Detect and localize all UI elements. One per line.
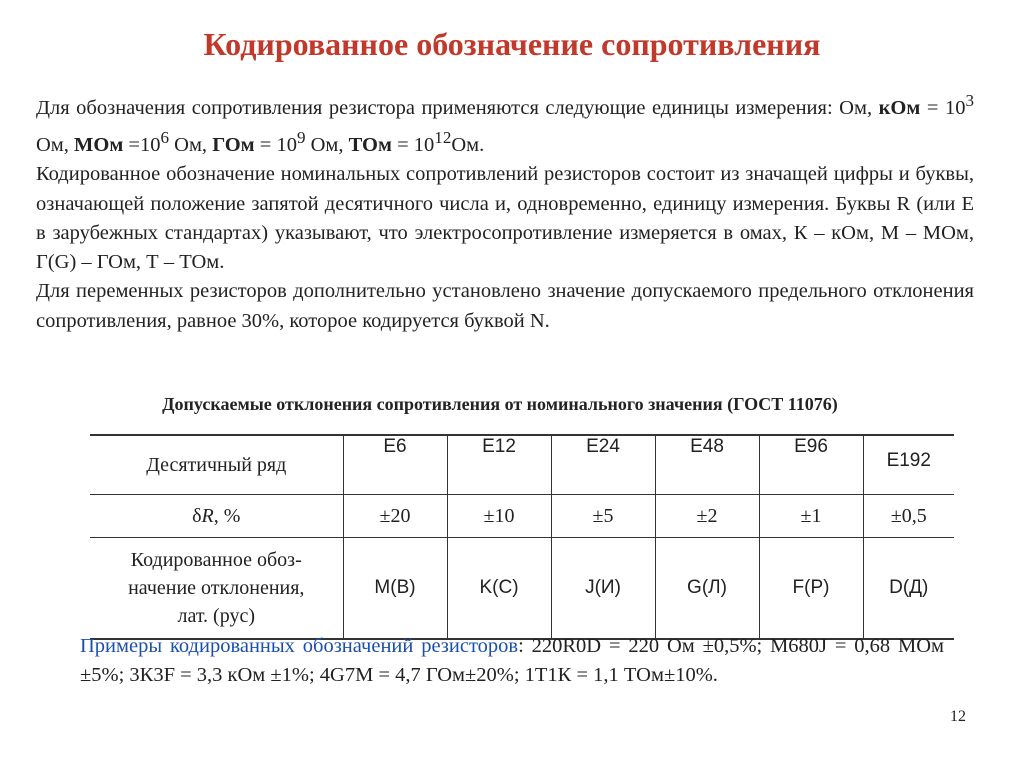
series-e24: E24 <box>551 435 655 495</box>
code-e48: G(Л) <box>655 538 759 640</box>
tolerance-table <box>90 434 954 640</box>
row-header-tolerance: δR, % <box>90 495 343 538</box>
body-text <box>36 86 974 336</box>
units-intro: Для обозначения сопротивления резистора применяются следующие единицы измерения: Ом, <box>36 96 879 119</box>
code-e192: D(Д) <box>863 538 954 640</box>
table-caption: Допускаемые отклонения сопротивления от номинального значения (ГОСТ 11076) <box>162 394 838 414</box>
exponent-kom: 3 <box>965 91 975 110</box>
unit-kom: кОм <box>878 96 921 119</box>
tolerance-e192: ±0,5 <box>863 495 954 538</box>
examples-paragraph <box>80 632 944 690</box>
exponent-mom: 6 <box>160 128 170 148</box>
tolerance-e12: ±10 <box>447 495 551 538</box>
table-row-code <box>90 538 954 640</box>
series-e96: E96 <box>759 435 863 495</box>
page-number: 12 <box>950 708 966 725</box>
series-e192: E192 <box>863 435 954 495</box>
code-e12: K(С) <box>447 538 551 640</box>
tolerance-e48: ±2 <box>655 495 759 538</box>
exponent-gom: 9 <box>296 128 306 148</box>
table-row-series <box>90 435 954 495</box>
series-e48: E48 <box>655 435 759 495</box>
tolerance-e96: ±1 <box>759 495 863 538</box>
examples-label: Примеры кодированных обозначений резисторов <box>80 635 519 657</box>
row-header-series: Десятичный ряд <box>90 435 343 495</box>
series-e12: E12 <box>447 435 551 495</box>
code-e96: F(Р) <box>759 538 863 640</box>
unit-gom: ГОм <box>212 133 255 156</box>
table-row-tolerance <box>90 495 954 538</box>
code-e6: M(В) <box>343 538 447 640</box>
examples-text: : 220R0D = 220 Ом ±0,5%; M680J = 0,68 МОм ±5%; 3К3F = 3,3 кОм ±1%; 4G7M = 4,7 ГОм±20%; 1Т1К = 1,1 ТОм±10%. <box>80 635 944 686</box>
unit-mom: МОм <box>74 133 124 156</box>
tolerance-e6: ±20 <box>343 495 447 538</box>
tolerance-e24: ±5 <box>551 495 655 538</box>
page-title: Кодированное обозначение сопротивления <box>203 26 821 62</box>
units-paragraph: Для обозначения сопротивления резистора применяются следующие единицы измерения: Ом, кОм = $10^3$ Ом, МОм $=10^6$ Ом, ГОм = $10^9$ Ом, ТОм = $10^{12}Ом$. <box>36 91 975 156</box>
exponent-tom: 12 <box>434 128 452 148</box>
unit-tom: ТОм <box>348 133 392 156</box>
variable-resistor-paragraph: Для переменных резисторов дополнительно установлено значение допускаемого предельного отклонения сопротивления, равное 30%, которое кодируется буквой N. <box>36 280 974 332</box>
series-e6: E6 <box>343 435 447 495</box>
coding-paragraph: Кодированное обозначение номинальных сопротивлений резисторов состоит из значащей цифры и буквы, означающей положение запятой десятичного числа и, одновременно, единицу измерения. Буквы R (или E в зарубежных стандартах) указывают, что электросопротивление измеряется в омах, К – кОм, М – МОм, Г(G) – ГОм, Т – ТОм. <box>36 163 974 274</box>
code-e24: J(И) <box>551 538 655 640</box>
row-header-code: Кодированное обоз- начение отклонения, лат. (рус) <box>90 538 343 640</box>
